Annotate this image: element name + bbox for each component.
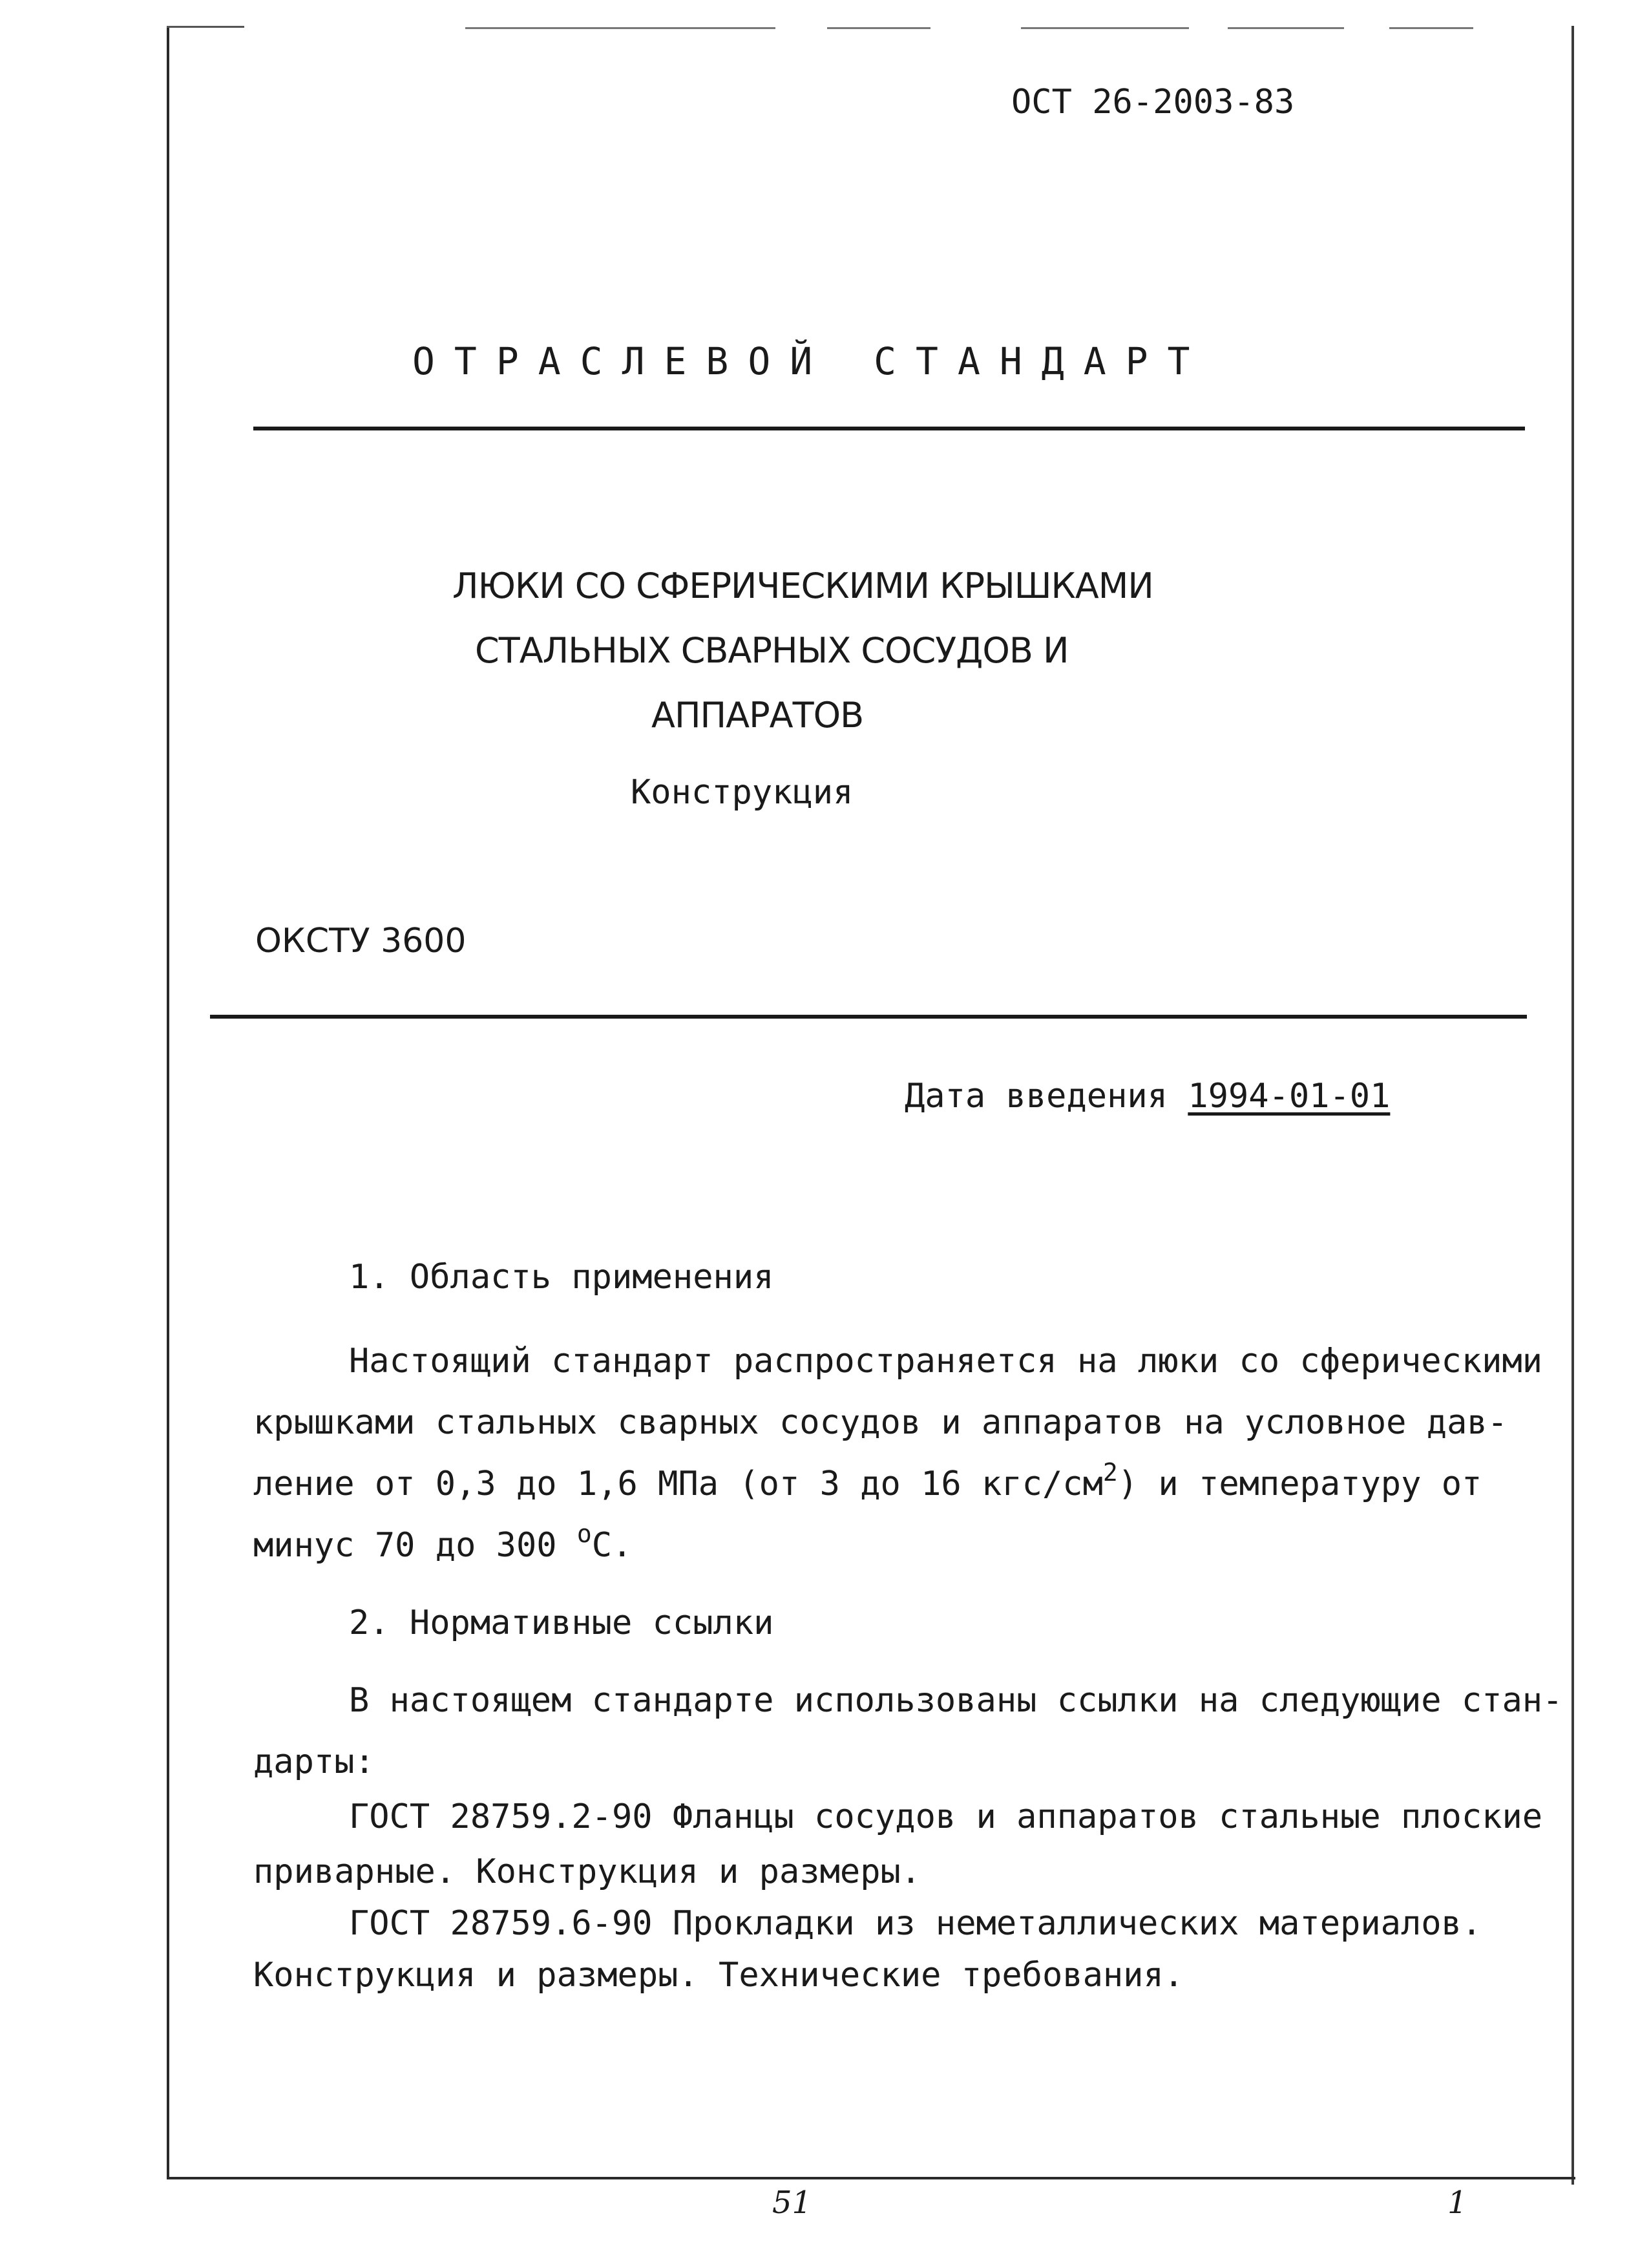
reference-gost-28759-6-line-1: ГОСТ 28759.6-90 Прокладки из неметаллических материалов. xyxy=(349,1904,1482,1943)
scope-text-line-1: Настоящий стандарт распространяется на люки со сферическими xyxy=(349,1342,1543,1381)
title-rule xyxy=(253,427,1525,430)
reference-gost-28759-6-line-2: Конструкция и размеры. Технические требования. xyxy=(253,1956,1184,1995)
frame-top-dash xyxy=(530,27,775,29)
sheet-number: 51 xyxy=(772,2185,812,2221)
reference-gost-28759-2-line-2: приварные. Конструкция и размеры. xyxy=(253,1852,921,1891)
page-number: 1 xyxy=(1447,2185,1467,2221)
frame-left-border xyxy=(167,26,169,2178)
document-title-line-2: СТАЛЬНЫХ СВАРНЫХ СОСУДОВ И xyxy=(475,630,1069,671)
document-title-line-1: ЛЮКИ СО СФЕРИЧЕСКИМИ КРЫШКАМИ xyxy=(452,566,1153,606)
frame-top-border xyxy=(167,26,244,28)
classifier-code: ОКСТУ 3600 xyxy=(255,922,467,960)
document-subtitle: Конструкция xyxy=(631,773,854,812)
classifier-rule xyxy=(210,1015,1527,1019)
section-heading-scope: 1. Область применения xyxy=(349,1258,774,1297)
scope-text-line-3: ление от 0,3 до 1,6 МПа (от 3 до 16 кгс/$см^2$) и температуру от xyxy=(253,1458,1482,1503)
frame-top-dash xyxy=(1389,27,1473,29)
frame-bottom-border xyxy=(167,2177,1575,2179)
introduction-date-value: 1994-01-01 xyxy=(1188,1077,1391,1116)
standard-type-title: ОТРАСЛЕВОЙ СТАНДАРТ xyxy=(412,339,1210,383)
frame-top-dash xyxy=(465,27,536,29)
reference-gost-28759-2-line-1: ГОСТ 28759.2-90 Фланцы сосудов и аппаратов стальные плоские xyxy=(349,1797,1543,1836)
section-heading-references: 2. Нормативные ссылки xyxy=(349,1604,774,1642)
references-text-line-2: дарты: xyxy=(253,1743,375,1781)
document-title-line-3: АППАРАТОВ xyxy=(651,695,864,736)
scope-text-line-2: крышками стальных сварных сосудов и аппаратов на условное дав- xyxy=(253,1403,1508,1442)
frame-right-border xyxy=(1571,26,1574,2185)
frame-top-dash xyxy=(1228,27,1344,29)
document-code: ОСТ 26-2003-83 xyxy=(1011,83,1295,122)
frame-top-dash xyxy=(1021,27,1189,29)
frame-top-dash xyxy=(827,27,930,29)
scope-text-line-4: минус 70 до 300 $^о$С. xyxy=(253,1520,633,1565)
introduction-date-label: Дата введения xyxy=(905,1077,1168,1116)
references-text-line-1: В настоящем стандарте использованы ссылки на следующие стан- xyxy=(349,1681,1563,1720)
introduction-date xyxy=(905,1077,1391,1116)
